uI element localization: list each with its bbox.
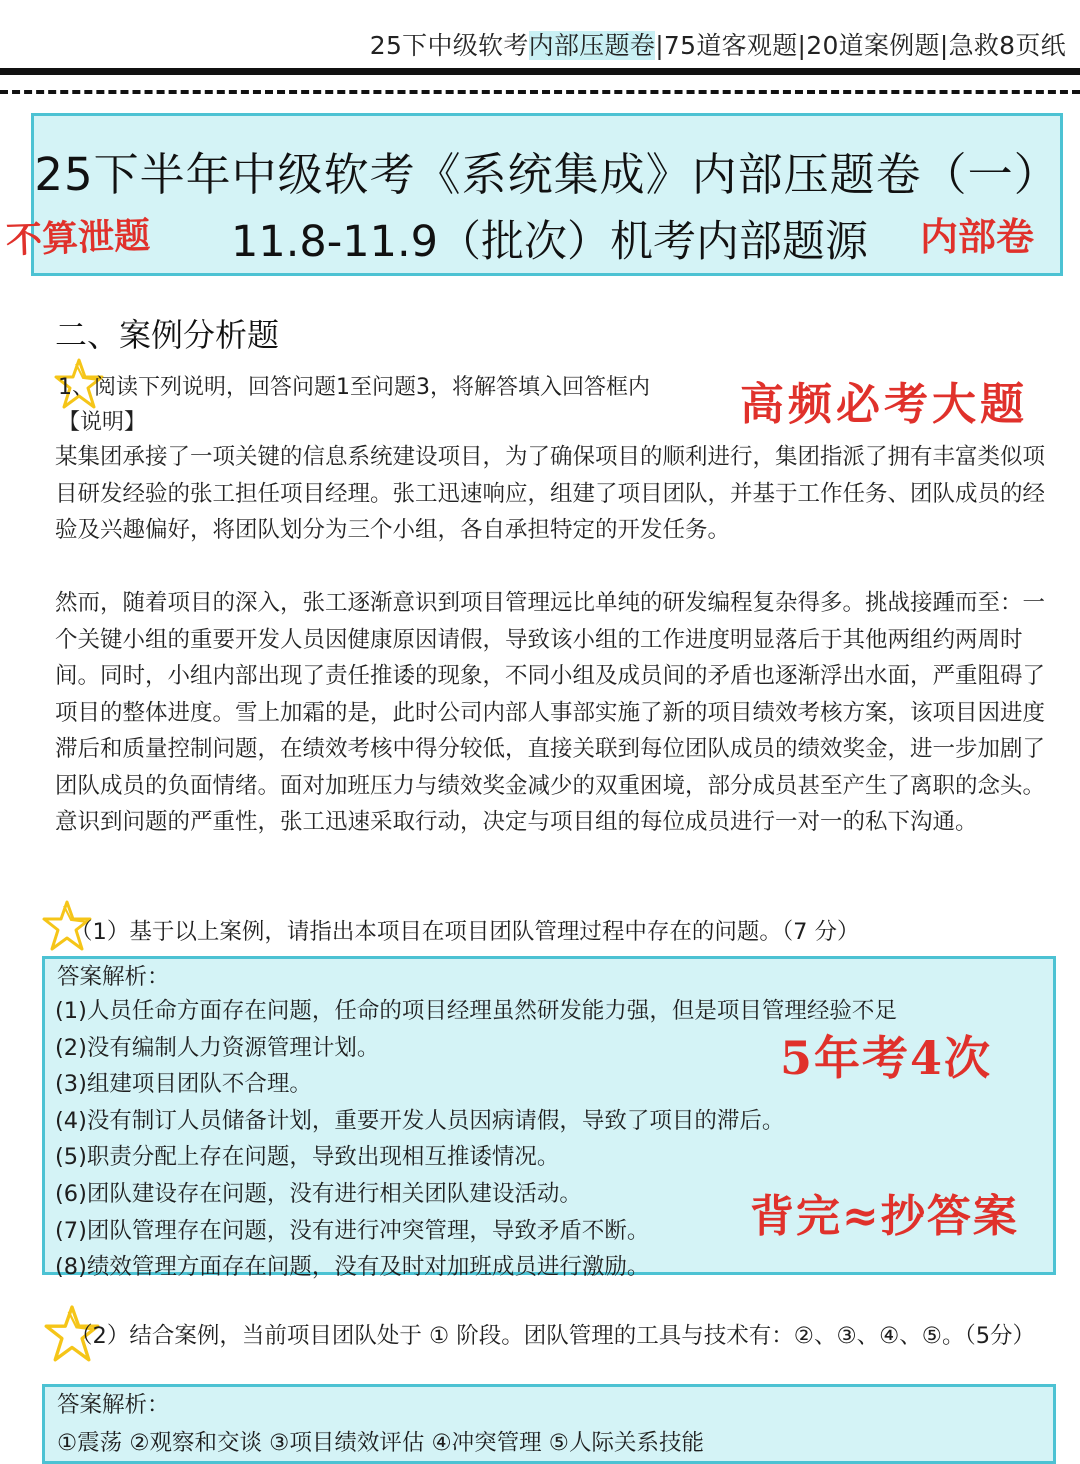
subquestion-2: （2）结合案例，当前项目团队处于 ① 阶段。团队管理的工具与技术有：②、③、④、⑤。（5分） (70, 1323, 1036, 1349)
annotation-memorize: 背完≈抄答案 (750, 1191, 1019, 1242)
document-header (370, 26, 1066, 62)
case-paragraph-1: 某集团承接了一项关键的信息系统建设项目，为了确保项目的顺利进行，集团指派了拥有丰富类似项目研发经验的张工担任项目经理。张工迅速响应，组建了项目团队，并基于工作任务、团队成员的经验及兴趣偏好，将团队划分为三个小组，各自承担特定的开发任务。 (55, 444, 1046, 543)
handwritten-tag-right: 内部卷 (920, 214, 1035, 259)
main-title: 25下半年中级软考《系统集成》内部压题卷（一） (34, 148, 1060, 201)
dashed-divider (0, 90, 1080, 94)
annotation-high-frequency: 高频必考大题 (740, 379, 1028, 430)
annotation-five-years: 5年考4次 (780, 1031, 993, 1085)
header-highlight: 内部压题卷 (528, 31, 656, 60)
description-label: 【说明】 (58, 410, 147, 435)
answer-item: (1)人员任命方面存在问题，任命的项目经理虽然研发能力强，但是项目管理经验不足 (55, 998, 897, 1024)
answer-item: (4)没有制订人员储备计划，重要开发人员因病请假，导致了项目的滞后。 (55, 1107, 785, 1134)
header-rule (0, 68, 1080, 75)
section-title: 二、案例分析题 (55, 316, 280, 354)
answer-item: (5)职责分配上存在问题，导致出现相互推诿情况。 (55, 1144, 560, 1171)
question-intro: 1、阅读下列说明，回答问题1至问题3，将解答填入回答框内 (58, 375, 650, 400)
answer-partial-line: ①震荡 ②观察和交谈 ③项目绩效评估 ④冲突管理 ⑤人际关系技能 (57, 1430, 704, 1456)
answer-item: (3)组建项目团队不合理。 (55, 1071, 312, 1098)
subquestion-1: （1）基于以上案例，请指出本项目在项目团队管理过程中存在的问题。（7 分） (70, 919, 860, 945)
answer-item: (8)绩效管理方面存在问题，没有及时对加班成员进行激励。 (55, 1254, 650, 1281)
answer-item: (2)没有编制人力资源管理计划。 (55, 1034, 380, 1061)
answer-title: 答案解析： (57, 964, 170, 990)
answer-item: (7)团队管理存在问题，没有进行冲突管理，导致矛盾不断。 (55, 1217, 650, 1244)
header-suffix: |75道客观题|20道案例题|急救8页纸 (655, 31, 1066, 60)
subtitle: 11.8-11.9（批次）机考内部题源 (231, 217, 869, 267)
answer-box-2 (42, 1384, 1056, 1464)
answer-title: 答案解析： (57, 1392, 170, 1418)
handwritten-tag-left: 不算泄题 (5, 214, 151, 262)
answer-item: (6)团队建设存在问题，没有进行相关团队建设活动。 (55, 1180, 582, 1207)
title-box (31, 113, 1063, 276)
case-paragraph-2: 然而，随着项目的深入，张工逐渐意识到项目管理远比单纯的研发编程复杂得多。挑战接踵而至：一个关键小组的重要开发人员因健康原因请假，导致该小组的工作进度明显落后于其他两组约两周时间。同时，小组内部出现了责任推诿的现象，不同小组及成员间的矛盾也逐渐浮出水面，严重阻碍了项目的整体进度。雪上加霜的是，此时公司内部人事部实施了新的项目绩效考核方案，该项目因进度滞后和质量控制问题，在绩效考核中得分较低，直接关联到每位团队成员的绩效奖金，进一步加剧了团队成员的负面情绪。面对加班压力与绩效奖金减少的双重困境，部分成员甚至产生了离职的念头。意识到问题的严重性，张工迅速采取行动，决定与项目组的每位成员进行一对一的私下沟通。 (55, 590, 1046, 835)
header-prefix: 25下中级软考 (369, 31, 529, 60)
